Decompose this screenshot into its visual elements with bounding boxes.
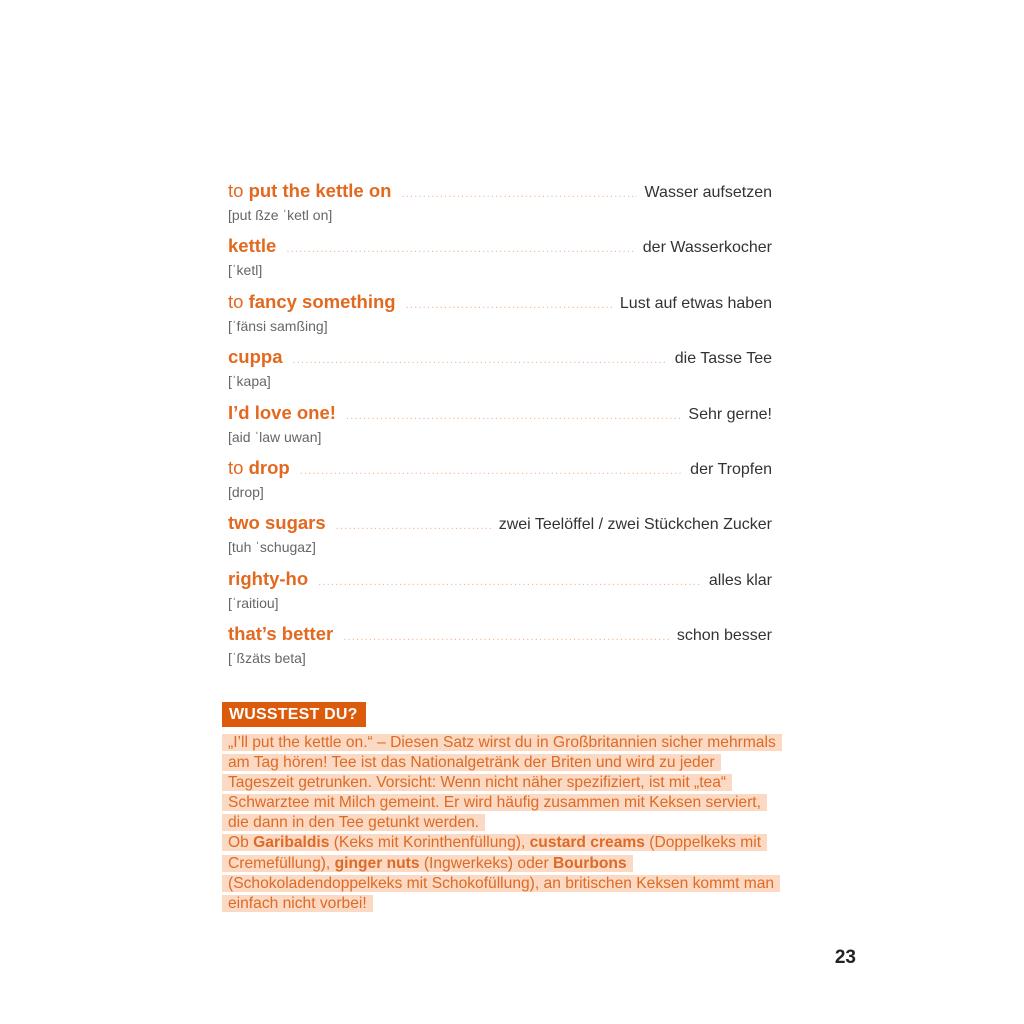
vocabulary-translation: schon besser <box>676 627 772 645</box>
vocabulary-entry <box>228 402 772 457</box>
vocabulary-entry <box>228 346 772 401</box>
dot-leader <box>336 520 491 532</box>
vocabulary-translation: alles klar <box>708 571 772 589</box>
dot-leader <box>286 243 634 255</box>
info-paragraph: „I’ll put the kettle on.“ – Diesen Satz wirst du in Großbritannien sicher mehrmals am Tag hören! Tee ist das Nationalgetränk der Briten und wird zu jeder Tageszeit getrunken. Vorsicht: Wenn nicht näher spezifiziert, ist mit „tea“ Schwarztee mit Milch gemeint. Er wird häufig zusammen mit Keksen serviert, die dann in den Tee getunkt werden. <box>222 734 782 831</box>
vocabulary-term: righty-ho <box>228 567 309 589</box>
info-box-title: WUSSTEST DU? <box>222 702 366 727</box>
vocabulary-pronunciation: [ˈkapa] <box>228 373 271 390</box>
dot-leader <box>401 188 636 200</box>
vocabulary-entry <box>228 457 772 512</box>
biscuit-name: ginger nuts <box>334 854 420 872</box>
biscuit-name: custard creams <box>529 834 645 852</box>
vocabulary-pronunciation: [aid ˈlaw uwan] <box>228 428 322 445</box>
vocabulary-translation: der Tropfen <box>690 460 772 478</box>
vocabulary-translation: Lust auf etwas haben <box>619 294 772 312</box>
vocabulary-pronunciation: [ˈraitiou] <box>228 594 279 611</box>
vocabulary-translation: Sehr gerne! <box>688 405 772 423</box>
vocabulary-entry <box>228 623 772 678</box>
biscuit-name: Bourbons <box>552 854 627 872</box>
vocabulary-term: I’d love one! <box>228 401 336 423</box>
vocabulary-entry <box>228 180 772 235</box>
vocabulary-term: to put the kettle on <box>228 180 392 201</box>
page-number: 23 <box>834 947 856 968</box>
vocabulary-pronunciation: [ˈßzäts beta] <box>228 650 306 667</box>
vocabulary-term: to drop <box>228 456 290 478</box>
vocabulary-translation: Wasser aufsetzen <box>644 184 772 201</box>
vocabulary-term: cuppa <box>228 346 283 368</box>
vocabulary-pronunciation: [ˈketl] <box>228 262 263 279</box>
vocabulary-pronunciation: [tuh ˈschugaz] <box>228 539 316 556</box>
vocabulary-pronunciation: [drop] <box>228 483 264 500</box>
biscuit-name: Garibaldis <box>253 834 330 852</box>
info-paragraph: Ob Garibaldis (Keks mit Korinthenfüllung), custard creams (Doppelkeks mit Cremefüllung), ginger nuts (Ingwerkeks) oder Bourbons (Schokoladendoppelkeks mit Schokofüllung), an britischen Keksen kommt man einfach nicht vorbei! <box>222 834 780 911</box>
info-box-text <box>222 733 782 914</box>
vocabulary-entry <box>228 291 772 346</box>
dot-leader <box>406 299 612 311</box>
vocabulary-translation: zwei Teelöffel / zwei Stückchen Zucker <box>498 516 772 534</box>
vocabulary-list <box>228 180 772 679</box>
vocabulary-pronunciation: [ˈfänsi samßing] <box>228 317 328 334</box>
dot-leader <box>300 465 682 477</box>
vocabulary-entry <box>228 568 772 623</box>
vocabulary-term: to fancy something <box>228 290 396 312</box>
vocabulary-term: kettle <box>228 235 277 257</box>
vocabulary-translation: der Wasserkocher <box>642 239 772 257</box>
dot-leader <box>343 631 669 643</box>
vocabulary-pronunciation: [put ßze ˈketl on] <box>228 207 333 223</box>
vocabulary-term: that’s better <box>228 623 334 645</box>
dot-leader <box>346 410 680 422</box>
vocabulary-translation: die Tasse Tee <box>674 350 772 368</box>
dot-leader <box>292 354 666 366</box>
dot-leader <box>318 576 701 588</box>
vocabulary-term: two sugars <box>228 512 326 534</box>
vocabulary-entry <box>228 512 772 567</box>
vocabulary-entry <box>228 235 772 290</box>
